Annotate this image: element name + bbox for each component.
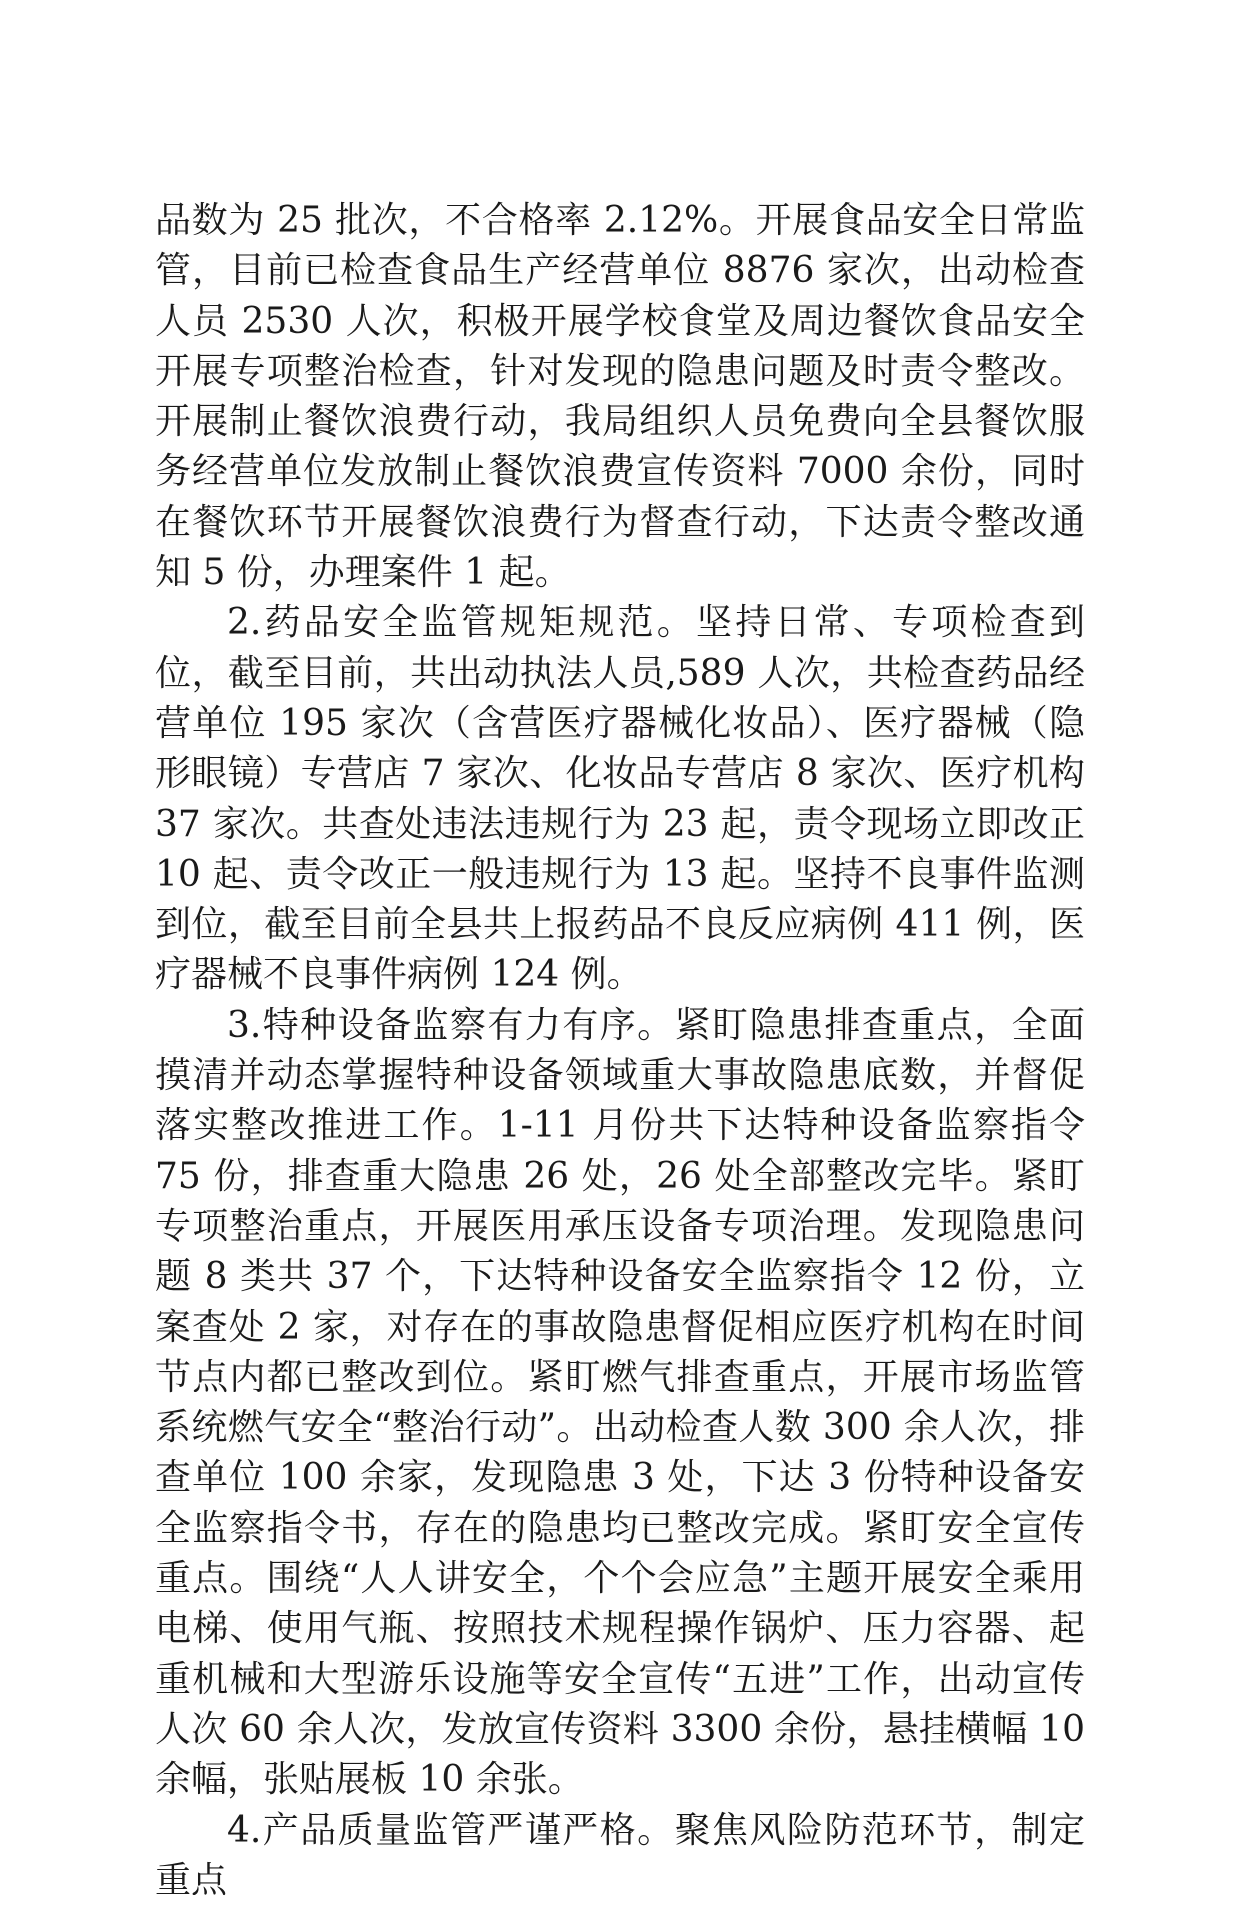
- paragraph-drug-safety: 2.药品安全监管规矩规范。坚持日常、专项检查到位，截至目前，共出动执法人员,589 人次，共检查药品经营单位 195 家次（含营医疗器械化妆品）、医疗器械（隐形眼镜）专营店 7 家次、化妆品专营店 8 家次、医疗机构 37 家次。共查处违法违规行为 23 起，责令现场立即改正 10 起、责令改正一般违规行为 13 起。坚持不良事件监测到位，截至目前全县共上报药品不良反应病例 411 例，医疗器械不良事件病例 124 例。: [155, 598, 1085, 1000]
- paragraph-food-safety: 品数为 25 批次，不合格率 2.12%。开展食品安全日常监管，目前已检查食品生产经营单位 8876 家次，出动检查人员 2530 人次，积极开展学校食堂及周边餐饮食品安全开展专项整治检查，针对发现的隐患问题及时责令整改。开展制止餐饮浪费行动，我局组织人员免费向全县餐饮服务经营单位发放制止餐饮浪费宣传资料 7000 余份，同时在餐饮环节开展餐饮浪费行为督查行动，下达责令整改通知 5 份，办理案件 1 起。: [155, 196, 1085, 598]
- body-text: [155, 196, 1085, 1906]
- paragraph-special-equipment: 3.特种设备监察有力有序。紧盯隐患排查重点，全面摸清并动态掌握特种设备领域重大事故隐患底数，并督促落实整改推进工作。1-11 月份共下达特种设备监察指令 75 份，排查重大隐患 26 处，26 处全部整改完毕。紧盯专项整治重点，开展医用承压设备专项治理。发现隐患问题 8 类共 37 个，下达特种设备安全监察指令 12 份，立案查处 2 家，对存在的事故隐患督促相应医疗机构在时间节点内都已整改到位。紧盯燃气排查重点，开展市场监管系统燃气安全“整治行动”。出动检查人数 300 余人次，排查单位 100 余家，发现隐患 3 处，下达 3 份特种设备安全监察指令书，存在的隐患均已整改完成。紧盯安全宣传重点。围绕“人人讲安全，个个会应急”主题开展安全乘用电梯、使用气瓶、按照技术规程操作锅炉、压力容器、起重机械和大型游乐设施等安全宣传“五进”工作，出动宣传人次 60 余人次，发放宣传资料 3300 余份，悬挂横幅 10 余幅，张贴展板 10 余张。: [155, 1001, 1085, 1806]
- paragraph-product-quality: 4.产品质量监管严谨严格。聚焦风险防范环节，制定重点: [155, 1806, 1085, 1906]
